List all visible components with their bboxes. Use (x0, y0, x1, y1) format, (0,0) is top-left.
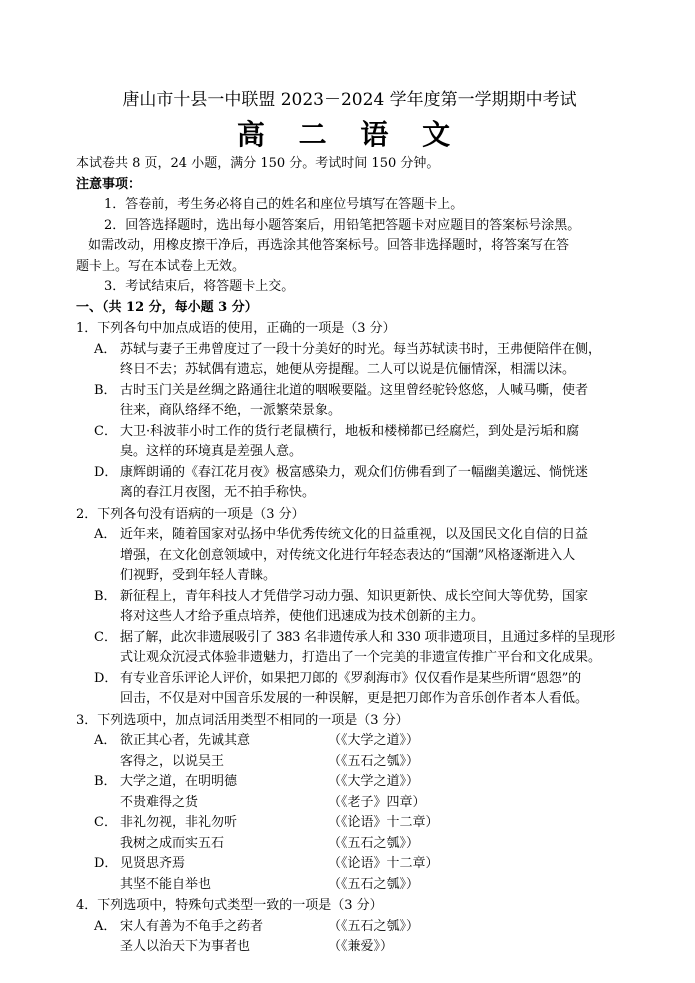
option-source: （《论语》十二章） (328, 815, 439, 830)
option-sentence: 我树之成而实五石 (120, 835, 225, 851)
option-label: A． (94, 527, 117, 542)
option-label: D． (94, 464, 118, 480)
option-label: B． (94, 382, 117, 398)
option-label: C． (94, 815, 117, 830)
question-2-stem: 2．下列各句没有语病的一项是（3 分） (76, 506, 305, 522)
note-item-1: 1．答卷前，考生务必将自己的姓名和座位号填写在答题卡上。 (104, 197, 464, 212)
option-text: 据了解，此次非遗展吸引了 383 名非遗传承人和 330 项非遗项目，且通过多样的呈现形 (120, 629, 615, 645)
option-label: D． (94, 856, 118, 871)
question-3-option-c (76, 813, 623, 834)
option-text: 臭。这样的环境真是差强人意。 (120, 444, 303, 459)
option-label: A． (94, 918, 117, 934)
subject-title: 高 二 语 文 (236, 118, 463, 151)
option-label: C． (94, 423, 117, 439)
notes-heading: 注意事项： (76, 176, 142, 192)
question-3-option-c-2 (76, 834, 623, 855)
question-2-option-c (76, 628, 623, 669)
note-item-3: 3．考试结束后，将答题卡上交。 (104, 279, 295, 294)
option-text: 苏轼与妻子王弗曾度过了一段十分美好的时光。每当苏轼读书时，王弗便陪伴在侧， (120, 341, 602, 357)
section-heading: 一、（共 12 分，每小题 3 分） (76, 299, 258, 315)
question-2-option-d (76, 669, 623, 710)
question-3-option-b-2 (76, 793, 623, 814)
option-source: （《论语》十二章） (328, 856, 439, 871)
question-2-option-b (76, 587, 623, 628)
option-text: 们视野，受到年轻人青睐。 (120, 568, 277, 583)
question-3-option-a-2 (76, 752, 623, 773)
question-4-option-a-2 (76, 937, 623, 958)
option-source: （《大学之道》） (328, 774, 420, 789)
option-sentence: 宋人有善为不龟手之药者 (120, 918, 264, 934)
question-4-stem: 4．下列选项中，特殊句式类型一致的一项是（3 分） (76, 898, 383, 913)
option-text: 将对这些人才给予重点培养，使他们迅速成为技术创新的主力。 (120, 609, 485, 624)
question-3-option-d (76, 854, 623, 875)
option-sentence: 欲正其心者，先诚其意 (120, 733, 251, 748)
option-sentence: 不贵难得之货 (120, 794, 199, 810)
option-text: 回击，不仅是对中国音乐发展的一种误解，更是把刀郎作为音乐创作者本人看低。 (120, 691, 589, 706)
question-2-option-a (76, 525, 623, 587)
option-text: 有专业音乐评论人评价，如果把刀郎的《罗刹海市》仅仅看作是某些所谓“恩怨”的 (120, 670, 581, 686)
option-label: D． (94, 670, 118, 686)
option-source: （《兼爱》） (328, 939, 394, 954)
option-text: 康辉朗诵的《春江花月夜》极富感染力，观众们仿佛看到了一幅幽美邈远、惝恍迷 (120, 464, 589, 480)
option-source: （《大学之道》） (328, 733, 420, 748)
option-source: （《五石之瓠》） (328, 876, 420, 892)
option-text: 终日不去；苏轼偶有遗忘，她便从旁提醒。二人可以说是伉俪情深，相濡以沫。 (120, 362, 576, 377)
option-source: （《老子》四章） (328, 794, 426, 810)
note-item-2: 2．回答选择题时，选出每小题答案后，用铅笔把答题卡对应题目的答案标号涂黑。 (104, 217, 581, 233)
exam-title: 唐山市十县一中联盟 2023－2024 学年度第一学期期中考试 (122, 90, 577, 110)
option-label: A． (94, 733, 117, 748)
question-1-option-b (76, 381, 623, 422)
note-item-2-cont: 如需改动，用橡皮擦干净后，再选涂其他答案标号。回答非选择题时，将答案写在答 (88, 238, 570, 253)
option-label: B． (94, 774, 117, 789)
option-label: A． (94, 341, 117, 357)
question-1-stem: 1．下列各句中加点成语的使用，正确的一项是（3 分） (76, 321, 396, 336)
question-3-stem: 3．下列选项中，加点词活用类型不相同的一项是（3 分） (76, 712, 409, 728)
option-text: 往来，商队络绎不绝，一派繁荣景象。 (120, 403, 342, 418)
option-text: 式让观众沉浸式体验非遗魅力，打造出了一个完美的非遗宣传推广平台和文化成果。 (120, 650, 602, 665)
option-source: （《五石之瓠》） (328, 753, 420, 769)
option-text: 古时玉门关是丝绸之路通往北道的咽喉要隘。这里曾经驼铃悠悠，人喊马嘶，使者 (120, 382, 589, 398)
option-sentence: 客得之，以说吴王 (120, 753, 225, 769)
option-text: 大卫·科波菲小时工作的货行老鼠横行，地板和楼梯都已经腐烂，到处是污垢和腐 (120, 423, 580, 439)
option-sentence: 圣人以治天下为事者也 (120, 939, 251, 954)
question-3-option-a (76, 731, 623, 752)
option-text: 近年来，随着国家对弘扬中华优秀传统文化的日益重视，以及国民文化自信的日益 (120, 527, 589, 542)
option-sentence: 非礼勿视，非礼勿听 (120, 815, 238, 830)
question-1-option-a (76, 340, 623, 381)
question-1-option-c (76, 422, 623, 463)
option-source: （《五石之瓠》） (328, 918, 420, 934)
note-item-2-cont2: 题卡上。写在本试卷上无效。 (76, 258, 246, 274)
option-label: C． (94, 629, 117, 645)
exam-intro: 本试卷共 8 页，24 小题，满分 150 分。考试时间 150 分钟。 (76, 156, 440, 171)
question-3-option-d-2 (76, 875, 623, 896)
option-sentence: 大学之道，在明明德 (120, 774, 238, 789)
option-text: 新征程上，青年科技人才凭借学习动力强、知识更新快、成长空间大等优势，国家 (120, 588, 589, 604)
option-label: B． (94, 588, 117, 604)
option-sentence: 见贤思齐焉 (120, 856, 186, 871)
question-1-option-d (76, 463, 623, 504)
question-4-option-a (76, 917, 623, 938)
option-text: 增强，在文化创意领域中，对传统文化进行年轻态表达的“国潮”风格逐渐进入人 (120, 547, 576, 563)
option-text: 离的春江月夜图，无不拍手称快。 (120, 485, 316, 500)
option-source: （《五石之瓠》） (328, 835, 420, 851)
option-sentence: 其坚不能自举也 (120, 876, 212, 892)
question-3-option-b (76, 772, 623, 793)
